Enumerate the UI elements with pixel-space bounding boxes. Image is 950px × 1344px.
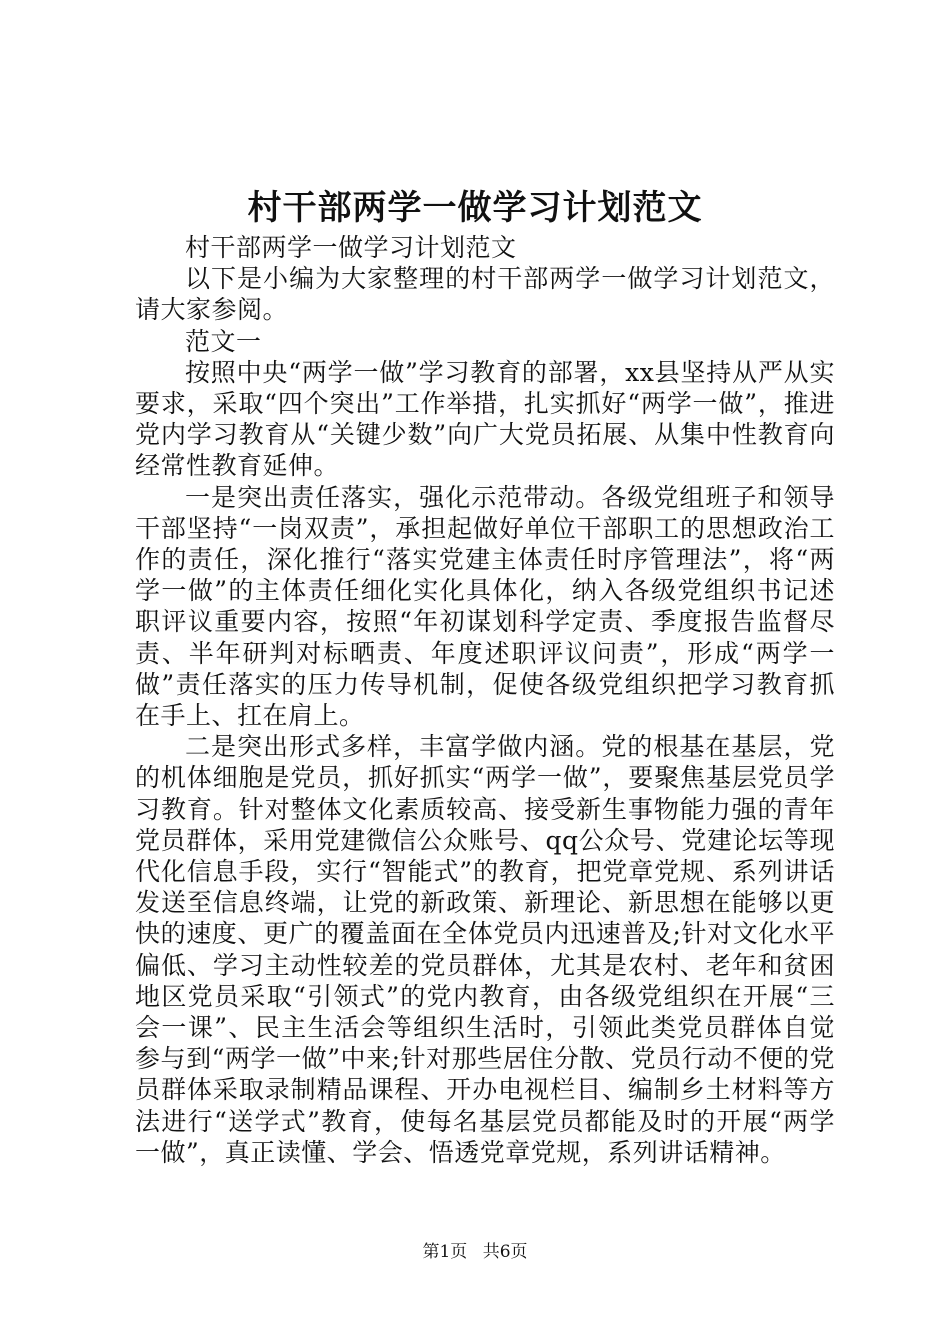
page-footer [0, 1240, 950, 1264]
paragraph-heading-repeat: 村干部两学一做学习计划范文 [185, 233, 517, 262]
paragraph-sample-label: 范文一 [185, 326, 262, 356]
paragraph-point-two: 二是突出形式多样，丰富学做内涵。党的根基在基层，党的机体细胞是党员，抓好抓实“两学一做”，要聚焦基层党员学习教育。针对整体文化素质较高、接受新生事物能力强的青年党员群体，采用党建微信公众账号、qq公众号、党建论坛等现代化信息手段，实行“智能式”的教育，把党章党规、系列讲话发送至信息终端，让党的新政策、新理论、新思想在能够以更快的速度、更广的覆盖面在全体党员内迅速普及;针对文化水平偏低、学习主动性较差的党员群体，尤其是农村、老年和贫困地区党员采取“引领式”的党内教育，由各级党组织在开展“三会一课”、民主生活会等组织生活时，引领此类党员群体自觉参与到“两学一做”中来;针对那些居住分散、党员行动不便的党员群体采取录制精品课程、开办电视栏目、编制乡土材料等方法进行“送学式”教育，使每名基层党员都能及时的开展“两学一做”，真正读懂、学会、悟透党章党规，系列讲话精神。 [135, 732, 835, 1167]
document-body [135, 232, 835, 1168]
paragraph-overview: 按照中央“两学一做”学习教育的部署，xx县坚持从严从实要求，采取“四个突出”工作举措，扎实抓好“两学一做”，推进党内学习教育从“关键少数”向广大党员拓展、从集中性教育向经常性教育延伸。 [135, 357, 835, 481]
page-total: 共6页 [482, 1242, 528, 1262]
paragraph-point-one: 一是突出责任落实，强化示范带动。各级党组班子和领导干部坚持“一岗双责”，承担起做好单位干部职工的思想政治工作的责任，深化推行“落实党建主体责任时序管理法”，将“两学一做”的主体责任细化实化具体化，纳入各级党组织书记述职评议重要内容，按照“年初谋划科学定责、季度报告监督尽责、半年研判对标晒责、年度述职评议问责”，形成“两学一做”责任落实的压力传导机制，促使各级党组织把学习教育抓在手上、扛在肩上。 [135, 482, 835, 731]
paragraph-intro: 以下是小编为大家整理的村干部两学一做学习计划范文，请大家参阅。 [135, 264, 835, 325]
page-number: 第1页 [422, 1242, 468, 1262]
document-title: 村干部两学一做学习计划范文 [247, 188, 703, 228]
